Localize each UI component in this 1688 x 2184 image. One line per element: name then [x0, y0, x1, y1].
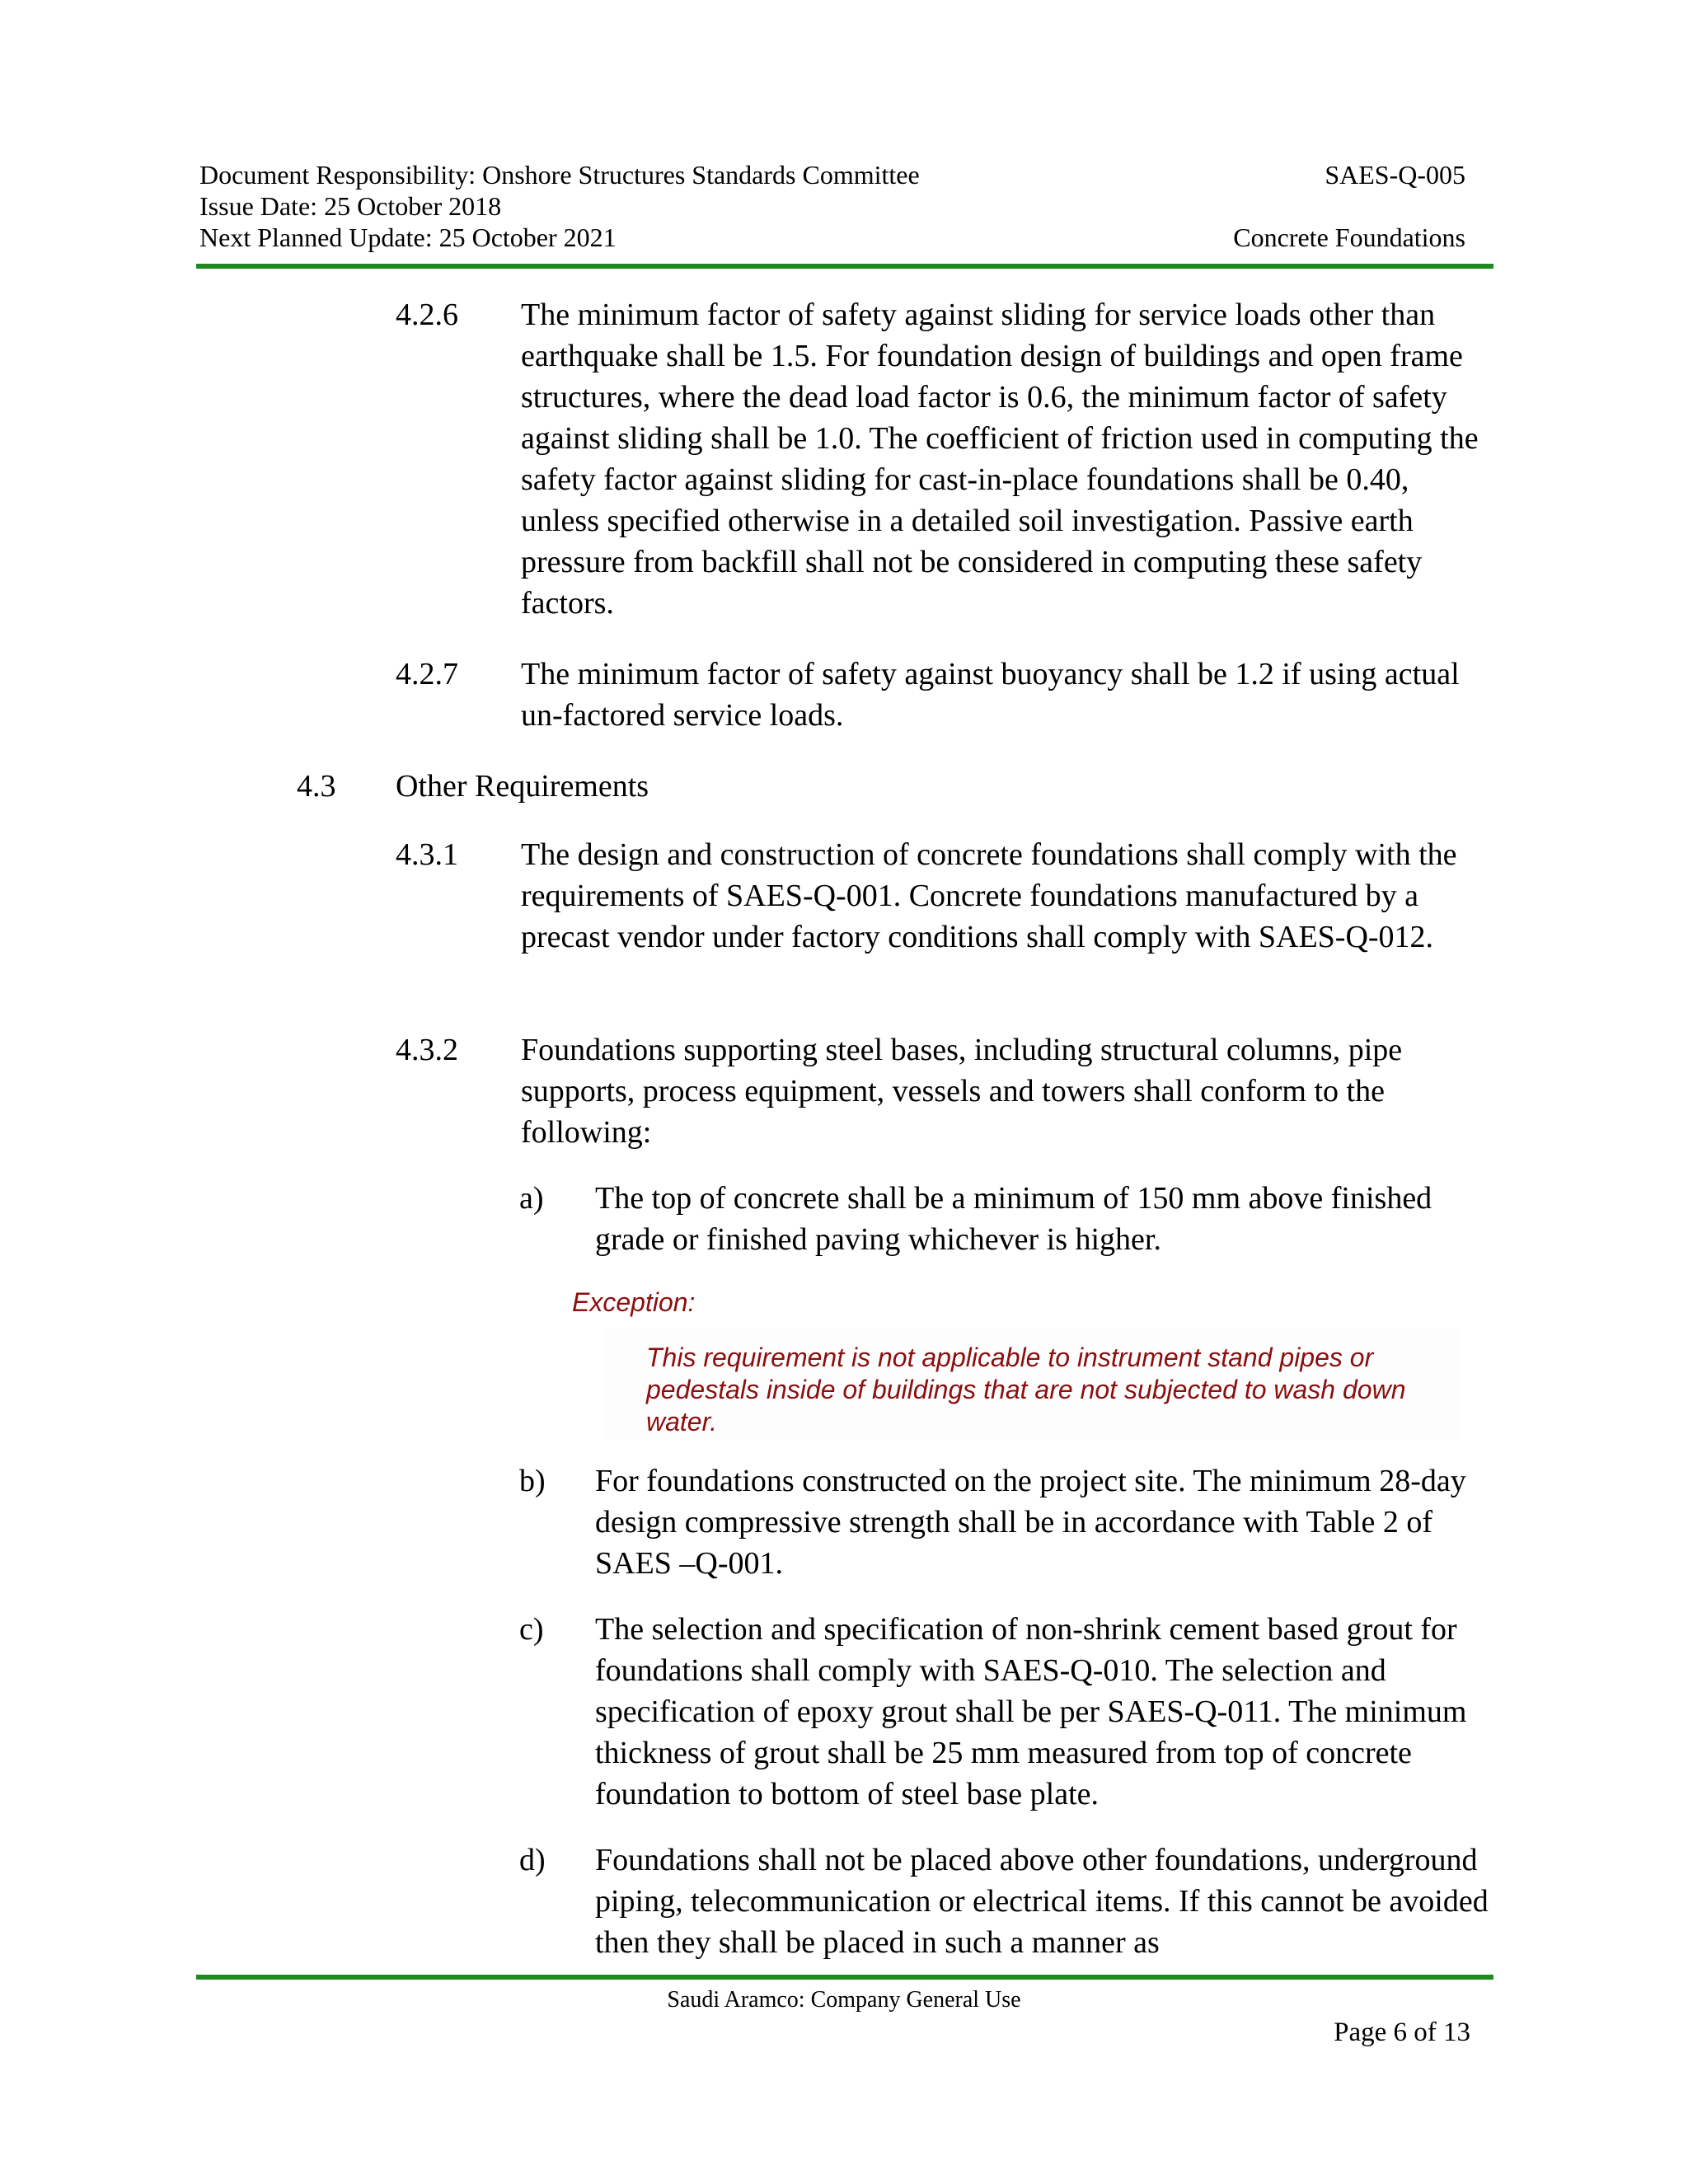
list-item-label: c)	[519, 1612, 544, 1647]
section-number: 4.3.2	[396, 1033, 458, 1067]
header-next-update: Next Planned Update: 25 October 2021	[199, 223, 617, 252]
section-text: The minimum factor of safety against sliding for service loads other than earthquake shall be 1.5. For foundation design of buildings and open frame structures, where the dead load factor is 0.6, the minimum factor of safety against sliding shall be 1.0. The coefficient of friction used in computing the safety factor against sliding for cast-in-place foundations shall be 0.40, unless specified otherwise in a detailed soil investigation. Passive earth pressure from backfill shall not be considered in computing these safety factors.	[521, 298, 1479, 621]
list-item-label: a)	[519, 1181, 544, 1216]
footer-classification: Saudi Aramco: Company General Use	[667, 1987, 1021, 2013]
section-text: Foundations supporting steel bases, including structural columns, pipe supports, process equipment, vessels and towers shall conform to the following:	[521, 1033, 1403, 1150]
list-item-text: For foundations constructed on the project site. The minimum 28-day design compressive strength shall be in accordance with Table 2 of SAES –Q-001.	[595, 1464, 1466, 1581]
section-number: 4.2.7	[396, 657, 458, 691]
section-number: 4.3	[297, 769, 336, 804]
header-doc-title: Concrete Foundations	[1233, 223, 1465, 252]
list-item-text: Foundations shall not be placed above other foundations, underground piping, telecommunication or electrical items. If this cannot be avoided then they shall be placed in such a manner as	[595, 1843, 1489, 1960]
section-text: The minimum factor of safety against buoyancy shall be 1.2 if using actual un-factored service loads.	[521, 657, 1460, 733]
list-item-text: The top of concrete shall be a minimum of 150 mm above finished grade or finished paving whichever is higher.	[595, 1181, 1432, 1257]
footer-rule	[196, 1975, 1493, 1980]
header-issue-date: Issue Date: 25 October 2018	[199, 191, 502, 221]
header-doc-id: SAES-Q-005	[1325, 160, 1465, 190]
list-item-label: d)	[519, 1843, 546, 1877]
footer-page-number: Page 6 of 13	[1334, 2018, 1470, 2047]
exception-text: This requirement is not applicable to instrument stand pipes or pedestals inside of buildings that are not subjected to wash down water.	[646, 1343, 1406, 1436]
header-responsibility: Document Responsibility: Onshore Structures Standards Committee	[199, 160, 920, 190]
list-item-label: b)	[519, 1464, 546, 1498]
section-heading: Other Requirements	[396, 769, 649, 804]
list-item-text: The selection and specification of non-shrink cement based grout for foundations shall comply with SAES-Q-010. The selection and specification of epoxy grout shall be per SAES-Q-011. The minimum thickness of grout shall be 25 mm measured from top of concrete foundation to bottom of steel base plate.	[595, 1612, 1467, 1811]
section-text: The design and construction of concrete foundations shall comply with the requirements of SAES-Q-001. Concrete foundations manufactured by a precast vendor under factory conditions shall comply with SAES-Q-012.	[521, 837, 1457, 954]
section-number: 4.2.6	[396, 298, 458, 332]
section-number: 4.3.1	[396, 837, 458, 872]
header-rule	[196, 264, 1493, 269]
exception-label: Exception:	[572, 1287, 696, 1317]
